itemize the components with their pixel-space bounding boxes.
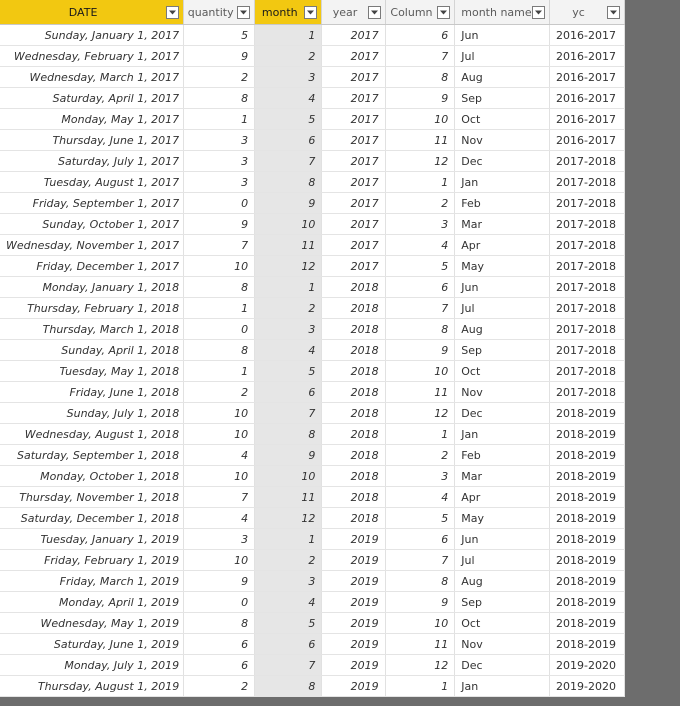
table-row[interactable] — [0, 46, 625, 67]
column-header-label: yc — [572, 5, 585, 19]
cell-quantity[interactable]: 0 — [184, 592, 255, 613]
cell-month[interactable]: 8 — [255, 424, 322, 445]
cell-month-name[interactable]: Dec — [455, 655, 550, 676]
cell-yc[interactable]: 2018-2019 — [550, 508, 625, 529]
cell-month[interactable]: 5 — [255, 109, 322, 130]
column-header-quantity[interactable] — [184, 0, 255, 25]
cell-date[interactable]: Wednesday, February 1, 2017 — [0, 46, 184, 67]
cell-yc[interactable]: 2018-2019 — [550, 445, 625, 466]
filter-dropdown-icon[interactable] — [304, 6, 317, 19]
table-row[interactable] — [0, 25, 625, 46]
cell-quantity[interactable]: 2 — [184, 67, 255, 88]
cell-column[interactable]: 8 — [385, 319, 455, 340]
cell-month[interactable]: 10 — [255, 214, 322, 235]
cell-quantity[interactable]: 7 — [184, 235, 255, 256]
cell-date[interactable]: Wednesday, May 1, 2019 — [0, 613, 184, 634]
cell-month[interactable]: 4 — [255, 88, 322, 109]
table-row[interactable] — [0, 634, 625, 655]
cell-year[interactable]: 2017 — [322, 88, 385, 109]
cell-date[interactable]: Wednesday, November 1, 2017 — [0, 235, 184, 256]
cell-year[interactable]: 2019 — [322, 592, 385, 613]
cell-column[interactable]: 5 — [385, 508, 455, 529]
cell-quantity[interactable]: 3 — [184, 172, 255, 193]
cell-year[interactable]: 2018 — [322, 466, 385, 487]
cell-year[interactable]: 2017 — [322, 67, 385, 88]
header-row — [0, 0, 625, 25]
column-header-label: month name — [461, 5, 532, 19]
cell-yc[interactable]: 2019-2020 — [550, 655, 625, 676]
cell-column[interactable]: 10 — [385, 361, 455, 382]
cell-month-name[interactable]: Sep — [455, 88, 550, 109]
cell-date[interactable]: Monday, July 1, 2019 — [0, 655, 184, 676]
cell-year[interactable]: 2019 — [322, 676, 385, 697]
cell-quantity[interactable]: 2 — [184, 382, 255, 403]
column-header-label: quantity — [187, 5, 234, 19]
cell-yc[interactable]: 2017-2018 — [550, 256, 625, 277]
cell-date[interactable]: Saturday, June 1, 2019 — [0, 634, 184, 655]
cell-year[interactable]: 2018 — [322, 424, 385, 445]
column-header-label: year — [332, 5, 358, 19]
cell-date[interactable]: Saturday, July 1, 2017 — [0, 151, 184, 172]
cell-date[interactable]: Thursday, June 1, 2017 — [0, 130, 184, 151]
cell-month-name[interactable]: Aug — [455, 67, 550, 88]
cell-quantity[interactable]: 0 — [184, 193, 255, 214]
cell-month[interactable]: 3 — [255, 67, 322, 88]
cell-month[interactable]: 6 — [255, 130, 322, 151]
table-row[interactable] — [0, 151, 625, 172]
cell-month-name[interactable]: Jul — [455, 550, 550, 571]
cell-column[interactable]: 12 — [385, 655, 455, 676]
cell-month[interactable]: 2 — [255, 550, 322, 571]
cell-date[interactable]: Wednesday, August 1, 2018 — [0, 424, 184, 445]
cell-quantity[interactable]: 9 — [184, 214, 255, 235]
cell-month[interactable]: 3 — [255, 571, 322, 592]
cell-quantity[interactable]: 3 — [184, 151, 255, 172]
cell-yc[interactable]: 2017-2018 — [550, 340, 625, 361]
cell-column[interactable]: 3 — [385, 466, 455, 487]
cell-column[interactable]: 7 — [385, 46, 455, 67]
table-row[interactable] — [0, 298, 625, 319]
cell-column[interactable]: 5 — [385, 256, 455, 277]
cell-year[interactable]: 2018 — [322, 277, 385, 298]
cell-year[interactable]: 2019 — [322, 571, 385, 592]
column-header-label: month — [261, 5, 298, 19]
cell-month[interactable]: 5 — [255, 613, 322, 634]
cell-yc[interactable]: 2018-2019 — [550, 613, 625, 634]
cell-yc[interactable]: 2018-2019 — [550, 403, 625, 424]
table-row[interactable] — [0, 529, 625, 550]
cell-yc[interactable]: 2017-2018 — [550, 361, 625, 382]
cell-month-name[interactable]: Mar — [455, 466, 550, 487]
cell-year[interactable]: 2017 — [322, 172, 385, 193]
column-header-month[interactable] — [255, 0, 322, 25]
table-row[interactable] — [0, 109, 625, 130]
table-row[interactable] — [0, 592, 625, 613]
cell-yc[interactable]: 2017-2018 — [550, 193, 625, 214]
cell-date[interactable]: Thursday, February 1, 2018 — [0, 298, 184, 319]
cell-quantity[interactable]: 3 — [184, 130, 255, 151]
cell-date[interactable]: Monday, October 1, 2018 — [0, 466, 184, 487]
cell-yc[interactable]: 2016-2017 — [550, 109, 625, 130]
cell-column[interactable]: 6 — [385, 529, 455, 550]
cell-month[interactable]: 1 — [255, 529, 322, 550]
cell-month[interactable]: 7 — [255, 655, 322, 676]
table-row[interactable] — [0, 655, 625, 676]
cell-yc[interactable]: 2016-2017 — [550, 46, 625, 67]
cell-month[interactable]: 12 — [255, 256, 322, 277]
cell-year[interactable]: 2019 — [322, 655, 385, 676]
cell-date[interactable]: Sunday, April 1, 2018 — [0, 340, 184, 361]
cell-yc[interactable]: 2018-2019 — [550, 571, 625, 592]
table-row[interactable] — [0, 466, 625, 487]
cell-month[interactable]: 7 — [255, 151, 322, 172]
table-row[interactable] — [0, 571, 625, 592]
cell-date[interactable]: Thursday, March 1, 2018 — [0, 319, 184, 340]
cell-quantity[interactable]: 4 — [184, 445, 255, 466]
cell-month[interactable]: 7 — [255, 403, 322, 424]
cell-date[interactable]: Tuesday, January 1, 2019 — [0, 529, 184, 550]
cell-year[interactable]: 2019 — [322, 529, 385, 550]
cell-quantity[interactable]: 2 — [184, 676, 255, 697]
cell-month[interactable]: 6 — [255, 382, 322, 403]
cell-column[interactable]: 8 — [385, 571, 455, 592]
cell-date[interactable]: Friday, December 1, 2017 — [0, 256, 184, 277]
cell-month-name[interactable]: Apr — [455, 487, 550, 508]
table-body — [0, 25, 625, 697]
cell-month-name[interactable]: Oct — [455, 361, 550, 382]
cell-date[interactable]: Saturday, April 1, 2017 — [0, 88, 184, 109]
cell-yc[interactable]: 2017-2018 — [550, 298, 625, 319]
table-row[interactable] — [0, 193, 625, 214]
cell-column[interactable]: 6 — [385, 277, 455, 298]
cell-yc[interactable]: 2019-2020 — [550, 676, 625, 697]
cell-month-name[interactable]: Jul — [455, 46, 550, 67]
cell-month-name[interactable]: Feb — [455, 193, 550, 214]
table-row[interactable] — [0, 256, 625, 277]
cell-yc[interactable]: 2018-2019 — [550, 550, 625, 571]
cell-month-name[interactable]: Feb — [455, 445, 550, 466]
cell-year[interactable]: 2018 — [322, 382, 385, 403]
cell-year[interactable]: 2017 — [322, 214, 385, 235]
cell-month-name[interactable]: Jun — [455, 25, 550, 46]
table-row[interactable] — [0, 88, 625, 109]
table-row[interactable] — [0, 382, 625, 403]
cell-yc[interactable]: 2018-2019 — [550, 424, 625, 445]
cell-year[interactable]: 2018 — [322, 403, 385, 424]
cell-month-name[interactable]: May — [455, 256, 550, 277]
cell-date[interactable]: Thursday, August 1, 2019 — [0, 676, 184, 697]
column-header-year[interactable] — [322, 0, 385, 25]
cell-year[interactable]: 2018 — [322, 340, 385, 361]
cell-quantity[interactable]: 9 — [184, 571, 255, 592]
cell-column[interactable]: 1 — [385, 172, 455, 193]
cell-quantity[interactable]: 0 — [184, 319, 255, 340]
cell-column[interactable]: 10 — [385, 613, 455, 634]
cell-month-name[interactable]: Mar — [455, 214, 550, 235]
column-header-label: Column — [390, 5, 433, 19]
cell-year[interactable]: 2018 — [322, 508, 385, 529]
cell-month-name[interactable]: Nov — [455, 382, 550, 403]
cell-year[interactable]: 2017 — [322, 109, 385, 130]
cell-year[interactable]: 2019 — [322, 550, 385, 571]
cell-column[interactable]: 11 — [385, 634, 455, 655]
cell-quantity[interactable]: 6 — [184, 634, 255, 655]
cell-month[interactable]: 4 — [255, 340, 322, 361]
cell-date[interactable]: Monday, May 1, 2017 — [0, 109, 184, 130]
table-row[interactable] — [0, 340, 625, 361]
cell-yc[interactable]: 2017-2018 — [550, 151, 625, 172]
cell-quantity[interactable]: 3 — [184, 529, 255, 550]
table-row[interactable] — [0, 403, 625, 424]
table-row[interactable] — [0, 172, 625, 193]
cell-month[interactable]: 4 — [255, 592, 322, 613]
cell-year[interactable]: 2018 — [322, 487, 385, 508]
cell-month[interactable]: 6 — [255, 634, 322, 655]
cell-month[interactable]: 11 — [255, 235, 322, 256]
cell-quantity[interactable]: 1 — [184, 298, 255, 319]
cell-column[interactable]: 9 — [385, 592, 455, 613]
cell-month[interactable]: 2 — [255, 298, 322, 319]
cell-month-name[interactable]: Sep — [455, 592, 550, 613]
cell-yc[interactable]: 2017-2018 — [550, 172, 625, 193]
cell-year[interactable]: 2018 — [322, 361, 385, 382]
cell-date[interactable]: Sunday, October 1, 2017 — [0, 214, 184, 235]
cell-month-name[interactable]: Sep — [455, 340, 550, 361]
cell-year[interactable]: 2019 — [322, 634, 385, 655]
table-row[interactable] — [0, 277, 625, 298]
table-row[interactable] — [0, 130, 625, 151]
cell-date[interactable]: Saturday, December 1, 2018 — [0, 508, 184, 529]
cell-month-name[interactable]: Jan — [455, 172, 550, 193]
cell-date[interactable]: Thursday, November 1, 2018 — [0, 487, 184, 508]
cell-month[interactable]: 8 — [255, 172, 322, 193]
cell-column[interactable]: 7 — [385, 298, 455, 319]
table-row[interactable] — [0, 67, 625, 88]
cell-quantity[interactable]: 8 — [184, 277, 255, 298]
cell-year[interactable]: 2017 — [322, 46, 385, 67]
cell-quantity[interactable]: 8 — [184, 613, 255, 634]
column-header-month-name[interactable] — [455, 0, 550, 25]
cell-quantity[interactable]: 4 — [184, 508, 255, 529]
table-row[interactable] — [0, 445, 625, 466]
cell-date[interactable]: Sunday, July 1, 2018 — [0, 403, 184, 424]
cell-year[interactable]: 2017 — [322, 151, 385, 172]
cell-month[interactable]: 12 — [255, 508, 322, 529]
cell-yc[interactable]: 2017-2018 — [550, 382, 625, 403]
cell-month[interactable]: 10 — [255, 466, 322, 487]
cell-month-name[interactable]: Aug — [455, 319, 550, 340]
cell-month-name[interactable]: Jan — [455, 424, 550, 445]
filter-dropdown-icon[interactable] — [532, 6, 545, 19]
cell-date[interactable]: Friday, September 1, 2017 — [0, 193, 184, 214]
column-header-date[interactable] — [0, 0, 184, 25]
cell-month-name[interactable]: Oct — [455, 613, 550, 634]
cell-month-name[interactable]: Dec — [455, 151, 550, 172]
cell-quantity[interactable]: 8 — [184, 88, 255, 109]
cell-month-name[interactable]: Jan — [455, 676, 550, 697]
cell-column[interactable]: 7 — [385, 550, 455, 571]
cell-month[interactable]: 9 — [255, 193, 322, 214]
cell-quantity[interactable]: 10 — [184, 403, 255, 424]
cell-year[interactable]: 2017 — [322, 256, 385, 277]
cell-month[interactable]: 8 — [255, 676, 322, 697]
cell-year[interactable]: 2017 — [322, 235, 385, 256]
cell-date[interactable]: Friday, June 1, 2018 — [0, 382, 184, 403]
cell-column[interactable]: 12 — [385, 403, 455, 424]
table-row[interactable] — [0, 361, 625, 382]
cell-yc[interactable]: 2017-2018 — [550, 214, 625, 235]
table-row[interactable] — [0, 508, 625, 529]
cell-column[interactable]: 2 — [385, 445, 455, 466]
cell-date[interactable]: Tuesday, May 1, 2018 — [0, 361, 184, 382]
column-header-yc[interactable] — [550, 0, 625, 25]
cell-month-name[interactable]: Oct — [455, 109, 550, 130]
cell-date[interactable]: Monday, January 1, 2018 — [0, 277, 184, 298]
cell-yc[interactable]: 2016-2017 — [550, 25, 625, 46]
cell-year[interactable]: 2018 — [322, 298, 385, 319]
cell-column[interactable]: 10 — [385, 109, 455, 130]
cell-year[interactable]: 2017 — [322, 130, 385, 151]
cell-month-name[interactable]: Jun — [455, 529, 550, 550]
cell-date[interactable]: Monday, April 1, 2019 — [0, 592, 184, 613]
cell-yc[interactable]: 2018-2019 — [550, 592, 625, 613]
filter-dropdown-icon[interactable] — [437, 6, 450, 19]
cell-month[interactable]: 2 — [255, 46, 322, 67]
cell-column[interactable]: 12 — [385, 151, 455, 172]
cell-quantity[interactable]: 9 — [184, 46, 255, 67]
cell-year[interactable]: 2018 — [322, 319, 385, 340]
cell-quantity[interactable]: 10 — [184, 550, 255, 571]
cell-column[interactable]: 8 — [385, 67, 455, 88]
cell-month[interactable]: 1 — [255, 25, 322, 46]
cell-quantity[interactable]: 6 — [184, 655, 255, 676]
table-row[interactable] — [0, 214, 625, 235]
cell-year[interactable]: 2018 — [322, 445, 385, 466]
cell-year[interactable]: 2017 — [322, 25, 385, 46]
cell-quantity[interactable]: 10 — [184, 424, 255, 445]
filter-dropdown-icon[interactable] — [368, 6, 381, 19]
cell-year[interactable]: 2017 — [322, 193, 385, 214]
cell-yc[interactable]: 2018-2019 — [550, 529, 625, 550]
cell-month-name[interactable]: May — [455, 508, 550, 529]
cell-yc[interactable]: 2016-2017 — [550, 88, 625, 109]
cell-year[interactable]: 2019 — [322, 613, 385, 634]
cell-yc[interactable]: 2016-2017 — [550, 130, 625, 151]
cell-date[interactable]: Friday, February 1, 2019 — [0, 550, 184, 571]
cell-yc[interactable]: 2017-2018 — [550, 235, 625, 256]
cell-month-name[interactable]: Aug — [455, 571, 550, 592]
cell-date[interactable]: Wednesday, March 1, 2017 — [0, 67, 184, 88]
cell-month-name[interactable]: Jun — [455, 277, 550, 298]
cell-date[interactable]: Saturday, September 1, 2018 — [0, 445, 184, 466]
cell-quantity[interactable]: 5 — [184, 25, 255, 46]
cell-quantity[interactable]: 8 — [184, 340, 255, 361]
cell-month[interactable]: 9 — [255, 445, 322, 466]
table-row[interactable] — [0, 319, 625, 340]
cell-yc[interactable]: 2017-2018 — [550, 319, 625, 340]
filter-dropdown-icon[interactable] — [607, 6, 620, 19]
column-header-column[interactable] — [385, 0, 455, 25]
cell-date[interactable]: Tuesday, August 1, 2017 — [0, 172, 184, 193]
table-row[interactable] — [0, 676, 625, 697]
cell-month-name[interactable]: Dec — [455, 403, 550, 424]
cell-month-name[interactable]: Nov — [455, 130, 550, 151]
cell-column[interactable]: 3 — [385, 214, 455, 235]
cell-month[interactable]: 3 — [255, 319, 322, 340]
table-row[interactable] — [0, 613, 625, 634]
cell-date[interactable]: Sunday, January 1, 2017 — [0, 25, 184, 46]
cell-month-name[interactable]: Jul — [455, 298, 550, 319]
cell-column[interactable]: 11 — [385, 382, 455, 403]
cell-month-name[interactable]: Nov — [455, 634, 550, 655]
cell-yc[interactable]: 2016-2017 — [550, 67, 625, 88]
cell-month-name[interactable]: Apr — [455, 235, 550, 256]
cell-quantity[interactable]: 1 — [184, 361, 255, 382]
cell-column[interactable]: 1 — [385, 676, 455, 697]
cell-column[interactable]: 2 — [385, 193, 455, 214]
cell-column[interactable]: 11 — [385, 130, 455, 151]
cell-quantity[interactable]: 1 — [184, 109, 255, 130]
filter-dropdown-icon[interactable] — [166, 6, 179, 19]
cell-column[interactable]: 9 — [385, 88, 455, 109]
cell-month[interactable]: 1 — [255, 277, 322, 298]
cell-yc[interactable]: 2018-2019 — [550, 487, 625, 508]
cell-yc[interactable]: 2017-2018 — [550, 277, 625, 298]
cell-column[interactable]: 9 — [385, 340, 455, 361]
cell-quantity[interactable]: 10 — [184, 256, 255, 277]
cell-yc[interactable]: 2018-2019 — [550, 634, 625, 655]
table-row[interactable] — [0, 487, 625, 508]
cell-month[interactable]: 5 — [255, 361, 322, 382]
cell-column[interactable]: 1 — [385, 424, 455, 445]
cell-yc[interactable]: 2018-2019 — [550, 466, 625, 487]
table-row[interactable] — [0, 550, 625, 571]
cell-column[interactable]: 4 — [385, 235, 455, 256]
cell-column[interactable]: 6 — [385, 25, 455, 46]
cell-month[interactable]: 11 — [255, 487, 322, 508]
cell-column[interactable]: 4 — [385, 487, 455, 508]
table-row[interactable] — [0, 424, 625, 445]
cell-quantity[interactable]: 10 — [184, 466, 255, 487]
cell-date[interactable]: Friday, March 1, 2019 — [0, 571, 184, 592]
table-row[interactable] — [0, 235, 625, 256]
column-header-label: DATE — [68, 5, 98, 19]
filter-dropdown-icon[interactable] — [237, 6, 250, 19]
cell-quantity[interactable]: 7 — [184, 487, 255, 508]
